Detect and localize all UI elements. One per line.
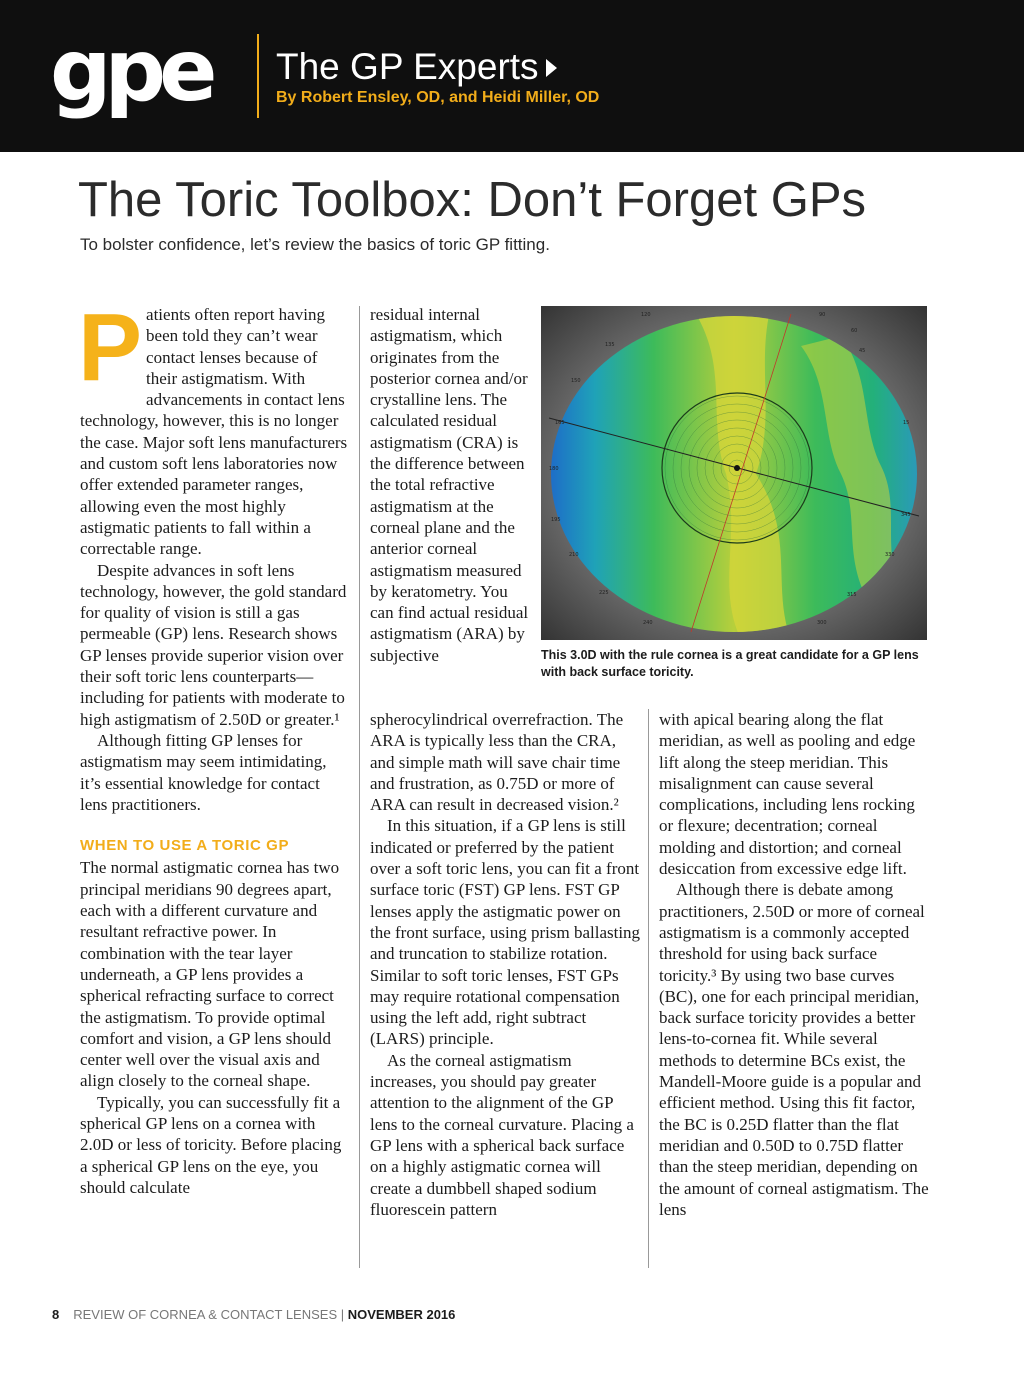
degree-label: 135: [605, 342, 615, 348]
degree-label: 210: [569, 552, 579, 558]
column-divider: [648, 709, 649, 1268]
paragraph: with apical bearing along the flat meridian, as well as pooling and edge lift along the steep meridian. This misalignment can cause several complications, including lens rocking or flexure; decentration; corneal molding and distortion; and corneal desiccation from excessive edge lift.: [659, 710, 916, 879]
play-arrow-icon: [546, 59, 557, 77]
degree-label: 330: [885, 552, 895, 558]
masthead: [0, 0, 1024, 152]
degree-label: 345: [901, 512, 911, 518]
degree-label: 90: [819, 312, 826, 318]
issue-date: NOVEMBER 2016: [347, 1307, 456, 1322]
paragraph: In this situation, if a GP lens is still indicated or preferred by the patient over a soft toric lens, you can fit a front surface toric (FST) GP lens. FST GP lenses apply the astigmatic power on the front surface, using prism ballasting and truncation to stabilize rotation. Similar to soft toric lenses, FST GPs may require rotational compensation using the left add, right subtract (LARS) principle.: [370, 816, 641, 1049]
degree-label: 315: [847, 592, 857, 598]
degree-label: 165: [555, 420, 565, 426]
paragraph: Although there is debate among practitioners, 2.50D or more of corneal astigmatism is a commonly accepted threshold for using back surface toricity.³ By using two base curves (BC), one for each principal meridian, back surface toricity provides a better lens-to-cornea fit. While several methods to determine BCs exist, the Mandell-Moore guide is a popular and efficient method. Using this fit factor, the BC is 0.25D flatter than the flat meridian and 0.50D to 0.75D flatter than the steep meridian, depending on the amount of corneal astigmatism. The lens: [659, 880, 929, 1219]
masthead-divider: [257, 34, 259, 118]
drop-cap: P: [78, 294, 143, 401]
center-mark: [734, 465, 740, 471]
column-2-top: [370, 304, 530, 666]
degree-label: 15: [903, 420, 910, 426]
degree-label: 150: [571, 378, 581, 384]
section-heading: WHEN TO USE A TORIC GP: [80, 837, 290, 855]
degree-label: 180: [549, 466, 559, 472]
paragraph: Typically, you can successfully fit a spherical GP lens on a cornea with 2.0D or less of toricity. Before placing a spherical GP lens on the eye, you should calculate: [80, 1092, 342, 1197]
degree-label: 45: [859, 348, 866, 354]
journal-name: REVIEW OF CORNEA & CONTACT LENSES |: [73, 1307, 348, 1322]
degree-label: 195: [551, 517, 561, 523]
page-footer: [52, 1307, 455, 1322]
series-title-text: The GP Experts: [276, 46, 539, 87]
gpe-logo: gpe: [50, 21, 211, 121]
byline: By Robert Ensley, OD, and Heidi Miller, OD: [276, 89, 600, 106]
degree-label: 60: [851, 328, 858, 334]
article-subtitle: To bolster confidence, let’s review the basics of toric GP fitting.: [80, 235, 550, 254]
paragraph: spherocylindrical overrefraction. The ARA is typically less than the CRA, and simple math will save chair time and frustration, as 0.75D or more of ARA can result in decreased vision.²: [370, 710, 624, 815]
degree-label: 120: [641, 312, 651, 318]
column-2-bottom: [370, 709, 642, 1220]
corneal-topography-map: [541, 306, 927, 640]
page-number: 8: [52, 1307, 60, 1322]
series-title: [276, 46, 557, 88]
figure-caption: This 3.0D with the rule cornea is a great candidate for a GP lens with back surface toricity.: [541, 648, 919, 679]
degree-label: 300: [817, 620, 827, 626]
paragraph: Although fitting GP lenses for astigmatism may seem intimidating, it’s essential knowledge for contact lens practitioners.: [80, 730, 327, 814]
paragraph: The normal astigmatic cornea has two principal meridians 90 degrees apart, each with a different curvature and resultant refractive power. In combination with the tear layer underneath, a GP lens provides a spherical refracting surface to correct the astigmatism. To provide optimal comfort and vision, a GP lens should center well over the visual axis and align closely to the corneal shape.: [80, 858, 340, 1091]
paragraph: residual internal astigmatism, which originates from the posterior cornea and/or crystalline lens. The calculated residual astigmatism (CRA) is the difference between the total refractive astigmatism at the corneal plane and the anterior corneal astigmatism measured by keratometry. You can find actual residual astigmatism (ARA) by subjective: [370, 305, 529, 665]
degree-label: 240: [643, 620, 653, 626]
paragraph: atients often report having been told they can’t wear contact lenses because of their astigmatism. With advancements in contact lens technology, however, this is no longer the case. Major soft lens manufacturers and custom soft lens laboratories now offer extended parameter ranges, allowing even the most highly astigmatic patients to fall within a correctable range.: [80, 305, 348, 559]
column-divider: [359, 306, 360, 1268]
column-3: [659, 709, 931, 1220]
degree-label: 225: [599, 590, 609, 596]
paragraph: Despite advances in soft lens technology, however, the gold standard for quality of vision is still a gas permeable (GP) lens. Research shows GP lenses provide superior vision over their soft toric lens counterparts—including for patients with moderate to high astigmatism of 2.50D or greater.¹: [80, 560, 347, 729]
article-title: The Toric Toolbox: Don’t Forget GPs: [78, 173, 866, 227]
paragraph: As the corneal astigmatism increases, you should pay greater attention to the alignment of the GP lens to the corneal curvature. Placing a GP lens with a spherical back surface on a highly astigmatic cornea will create a dumbbell shaped sodium fluorescein pattern: [370, 1050, 634, 1219]
column-1: [78, 294, 350, 1198]
